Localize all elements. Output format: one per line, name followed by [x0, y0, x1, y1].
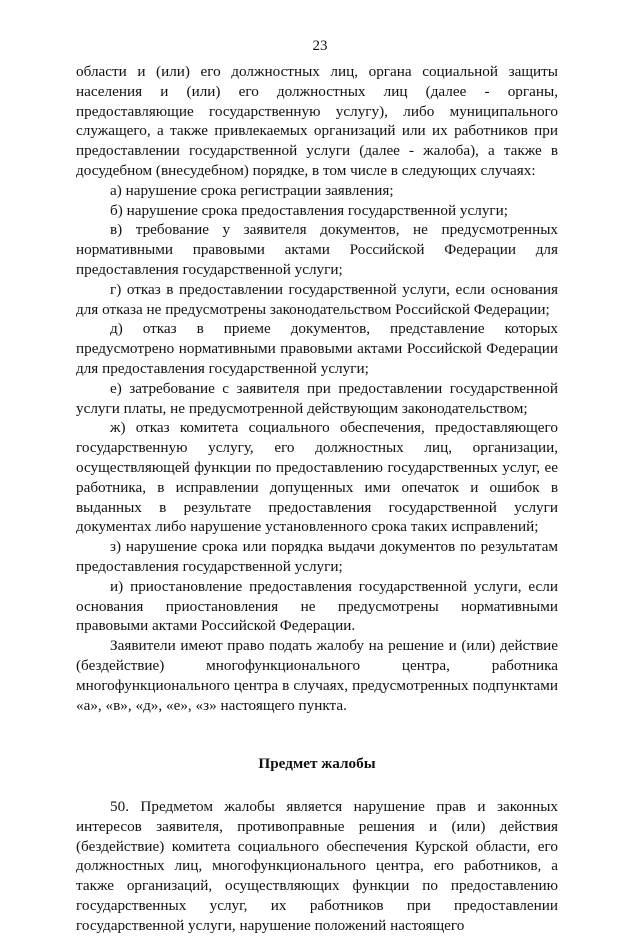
list-item-z: з) нарушение срока или порядка выдачи документов по результатам предоставления государственной услуги; — [76, 538, 558, 575]
list-item-d: д) отказ в приеме документов, представление которых предусмотрено нормативными правовыми актами Российской Федерации для предоставления государственной услуги; — [76, 320, 558, 377]
paragraph-applicants: Заявители имеют право подать жалобу на решение и (или) действие (бездействие) многофункционального центра, работника многофункционального центра в случаях, предусмотренных подпунктами «а», «в», «д», «е», «з» настоящего пункта. — [76, 637, 558, 714]
list-item-b: б) нарушение срока предоставления государственной услуги; — [110, 201, 508, 219]
list-item-g: г) отказ в предоставлении государственной услуги, если основания для отказа не предусмотрены законодательством Российской Федерации; — [76, 280, 558, 318]
list-item-zh: ж) отказ комитета социального обеспечения, предоставляющего государственную услугу, его должностных лиц, организации, осуществляющей функции по предоставлению государственных услуг, ее работника, в исправлении допущенных ими опечаток и ошибок в выданных в результате предоставления государственной услуги документах либо нарушение установленного срока таких исправлений; — [76, 419, 558, 536]
list-item-i: и) приостановление предоставления государственной услуги, если основания приостановления не предусмотрены нормативными правовыми актами Российской Федерации. — [76, 577, 558, 635]
paragraph-intro: области и (или) его должностных лиц, органа социальной защиты населения и (или) его должностных лиц (далее - органы, предоставляющие государственную услугу), либо муниципального служащего, а также привлекаемых организаций или их работников при предоставлении государственной услуги (далее - жалоба), а также в досудебном (внесудебном) порядке, в том числе в следующих случаях: — [76, 63, 558, 179]
document-body — [76, 62, 558, 936]
section-heading: Предмет жалобы — [258, 755, 376, 773]
page-number: 23 — [312, 38, 328, 54]
list-item-a: а) нарушение срока регистрации заявления; — [110, 181, 394, 199]
paragraph-50: 50. Предметом жалобы является нарушение прав и законных интересов заявителя, противоправные решения и (или) действия (бездействие) комитета социального обеспечения Курской области, его должностных лиц, многофункционального центра, его работников, а также организаций, осуществляющих функции по предоставлению государственных услуг, их работников при предоставлении государственной услуги, нарушение положений настоящего — [76, 798, 558, 934]
list-item-v: в) требование у заявителя документов, не предусмотренных нормативными правовыми актами Российской Федерации для предоставления государственной услуги; — [76, 221, 558, 278]
list-item-e: е) затребование с заявителя при предоставлении государственной услуги платы, не предусмотренной действующим законодательством; — [76, 379, 558, 417]
